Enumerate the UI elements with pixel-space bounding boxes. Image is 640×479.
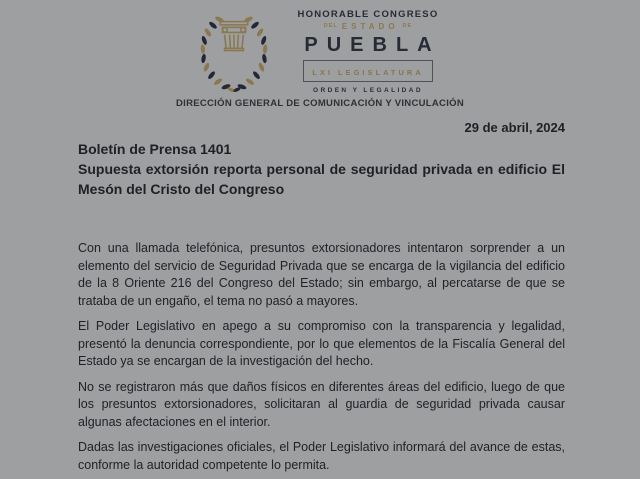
congress-logo <box>0 10 640 94</box>
laurel-wreath-column-icon <box>193 10 275 94</box>
legislature-badge <box>303 60 433 82</box>
congress-name-del: DEL <box>323 23 338 30</box>
press-release-paragraph: Con una llamada telefónica, presuntos extorsionadores intentaron sorprender a un elemento del servicio de Seguridad Privada que se encarga de la vigilancia del edificio de la 8 Oriente 216 del Congreso del Estado; sin embargo, al percatarse de que se trataba de un engaño, el tema no pasó a mayores. <box>78 241 565 308</box>
congress-name-line2 <box>324 23 412 31</box>
congress-name-estado: ESTADO <box>341 22 399 31</box>
congress-motto: ORDEN Y LEGALIDAD <box>313 87 423 94</box>
press-release-paragraph: Dadas las investigaciones oficiales, el Poder Legislativo informará del avance de estas, conforme la autoridad competente lo permita. <box>78 440 565 472</box>
legislature-label: LXI LEGISLATURA <box>312 68 424 77</box>
congress-logo-text <box>289 10 447 95</box>
press-release-paragraph: El Poder Legislativo en apego a su compromiso con la transparencia y legalidad, presentó la denuncia correspondiente, por lo que elementos de la Fiscalía General del Estado ya se encargan de la investigación del hecho. <box>78 319 565 368</box>
congress-name-de: DE <box>402 23 413 30</box>
department-heading: DIRECCIÓN GENERAL DE COMUNICACIÓN Y VINCULACIÓN <box>175 98 465 109</box>
body-paragraphs <box>78 240 565 474</box>
title-block <box>78 139 565 199</box>
congress-name-puebla: PUEBLA <box>304 34 441 56</box>
document-date: 29 de abril, 2024 <box>464 120 565 135</box>
congress-name-line1: HONORABLE CONGRESO <box>297 8 439 20</box>
bulletin-subtitle: Supuesta extorsión reporta personal de seguridad privada en edificio El Mesón del Cristo del Congreso <box>78 161 565 197</box>
press-release-paragraph: No se registraron más que daños físicos en diferentes áreas del edificio, luego de que los presuntos extorsionadores, solicitaran al guardia de seguridad privada causar algunas afectaciones en el interior. <box>78 379 565 429</box>
bulletin-title: Boletín de Prensa 1401 <box>78 141 232 157</box>
